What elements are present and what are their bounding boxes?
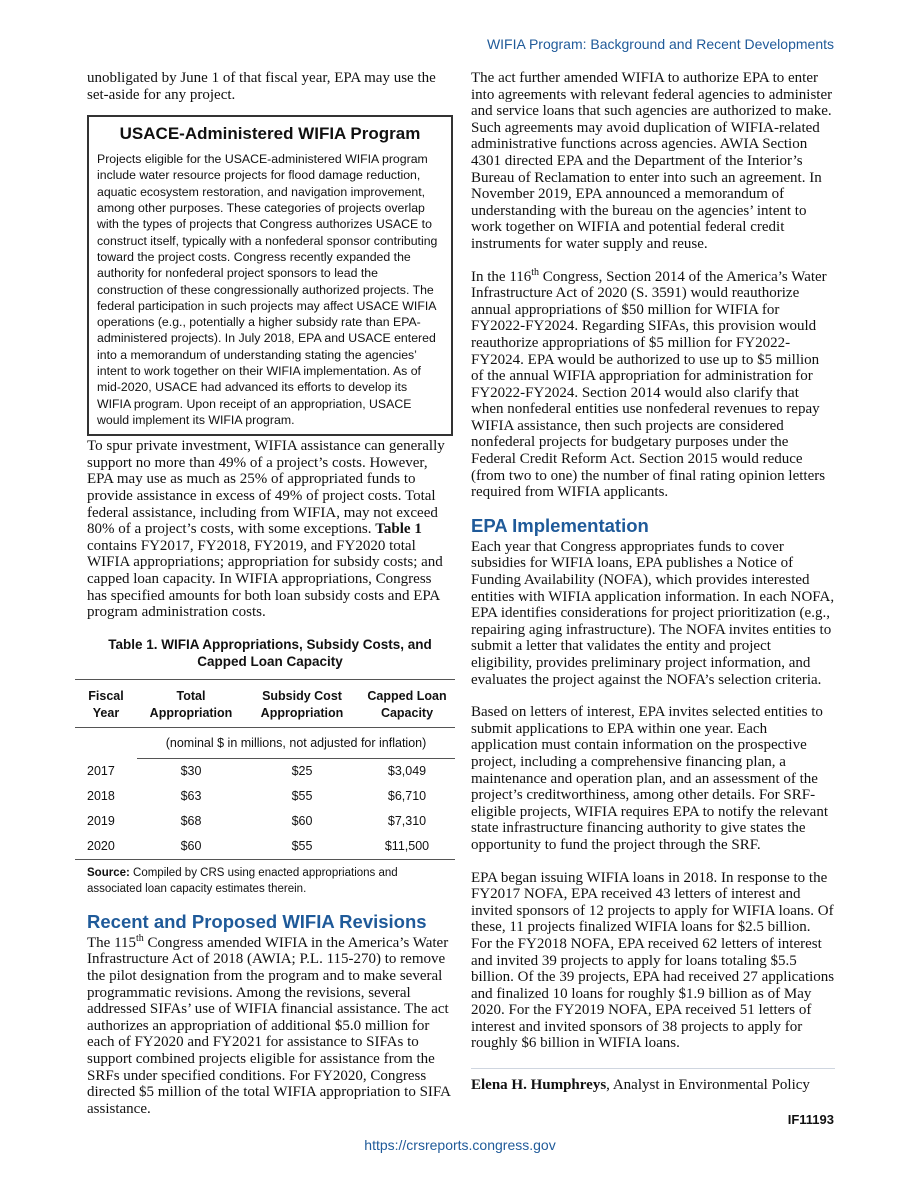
table-units-note: (nominal $ in millions, not adjusted for inflation) bbox=[137, 727, 455, 758]
table-row: 2017 $30 $25 $3,049 bbox=[87, 764, 427, 779]
signature-divider bbox=[471, 1068, 835, 1069]
usace-box-text: Projects eligible for the USACE-administered WIFIA program include water resource projects for flood damage reduction, aquatic ecosystem restoration, and navigation improvement, among other purposes. These categories of projects overlap with the types of projects that Congress authorizes USACE to construct itself, typically with a nonfederal sponsor contributing toward the project costs. Congress recently expanded the authority for nonfederal project sponsors to lead the construction of these congressionally authorized projects. The federal participation in such projects may affect USACE WIFIA operations (e.g., potentially a higher subsidy rate than EPA-administered projects). In July 2018, EPA and USACE entered into a memorandum of understanding stating the agencies’ intent to work together on their WIFIA implementation. As of mid-2020, USACE had advanced its efforts to develop its WIFIA program. Upon receipt of an appropriation, USACE would implement its WIFIA program. bbox=[97, 152, 438, 427]
running-header: WIFIA Program: Background and Recent Developments bbox=[486, 36, 834, 52]
appropriations-table bbox=[75, 679, 455, 860]
document-id: IF11193 bbox=[787, 1112, 834, 1127]
congress-116-paragraph: In the 116th Congress, Section 2014 of the America’s Water Infrastructure Act of 2020 (S. 3591) would reauthorize annual appropriations of $50 million for WIFIA for FY2022-FY2024. Regarding SIFAs, this provision would reauthorize appropriations of $5 million for FY2022-FY2024. EPA would be authorized to use up to $5 million of the annual WIFIA appropriation for administration for FY2022-FY2024. Section 2014 would also clarify that when nonfederal entities use nonfederal revenues to repay WIFIA assistance, then such projects are considered nonfederal projects for budgetary purposes under the Federal Credit Reform Act. Section 2015 would reduce (from two to one) the number of final rating opinion letters required from WIFIA applicants. bbox=[471, 266, 827, 501]
assistance-paragraph: To spur private investment, WIFIA assistance can generally support no more than 49% of a project’s costs. However, EPA may use as much as 25% of appropriated funds to provide assistance in excess of 49% of project costs. Total federal assistance, including from WIFIA, may not exceed 80% of a project’s costs, with some exceptions. Table 1 contains FY2017, FY2018, FY2019, and FY2020 total WIFIA appropriations; appropriation for subsidy costs; and capped loan capacity. In WIFIA appropriations, Congress has specified amounts for both loan subsidy costs and EPA program administration costs. bbox=[87, 438, 445, 621]
table-caption: Table 1. WIFIA Appropriations, Subsidy Costs, and Capped Loan Capacity bbox=[108, 636, 432, 669]
col-header-fiscal-year: Fiscal Year bbox=[75, 679, 137, 727]
table-row: 2018 $63 $55 $6,710 bbox=[87, 789, 427, 804]
usace-box-title: USACE-Administered WIFIA Program bbox=[119, 124, 421, 144]
loans-paragraph: EPA began issuing WIFIA loans in 2018. In response to the FY2017 NOFA, EPA received 43 letters of interest and invited sponsors of 12 projects to apply for WIFIA loans. Of these, 11 projects finalized WIFIA loans for $2.5 billion. For the FY2018 NOFA, EPA received 62 letters of interest and invited 39 projects to apply for loans totaling $5.5 billion. Of the 39 projects, EPA had received 27 applications and finalized 10 loans for roughly $1.9 billion as of May 2020. For the FY2019 NOFA, EPA received 51 letters of interest and invited sponsors of 38 projects to apply for roughly $6 billion in WIFIA loans. bbox=[471, 869, 835, 1052]
author-signature: Elena H. Humphreys, Analyst in Environmental Policy bbox=[471, 1077, 810, 1094]
col-header-subsidy-cost: Subsidy Cost Appropriation bbox=[245, 679, 359, 727]
table-row: 2020 $60 $55 $11,500 bbox=[75, 834, 455, 860]
table-row: 2019 $68 $60 $7,310 bbox=[87, 814, 427, 829]
footer-url-link[interactable]: https://crsreports.congress.gov bbox=[364, 1137, 556, 1153]
section-heading-revisions: Recent and Proposed WIFIA Revisions bbox=[87, 910, 427, 932]
applications-paragraph: Based on letters of interest, EPA invites selected entities to submit applications to EPA within one year. Each application must contain information on the prospective project, including a comprehensive financing plan, a maintenance and operation plan, and an assessment of the project’s creditworthiness, among other details. For SRF-eligible projects, WIFIA requires EPA to notify the relevant state infrastructure financing authority to give states the opportunity to fund the project through the SRF. bbox=[471, 704, 829, 853]
left-column bbox=[87, 70, 453, 1117]
col-header-capped-loan: Capped Loan Capacity bbox=[359, 679, 455, 727]
intro-paragraph: unobligated by June 1 of that fiscal year, EPA may use the set-aside for any project. bbox=[87, 70, 436, 103]
table-source: Source: Compiled by CRS using enacted appropriations and associated loan capacity estimates therein. bbox=[87, 866, 398, 895]
right-column bbox=[471, 70, 835, 1094]
table-reference-link[interactable]: Table 1 bbox=[375, 521, 422, 538]
author-name: Elena H. Humphreys bbox=[471, 1077, 607, 1094]
revisions-paragraph: The 115th Congress amended WIFIA in the America’s Water Infrastructure Act of 2018 (AWIA; P.L. 115-270) to remove the pilot designation from the program and to make several programmatic revisions. Among the revisions, several addressed SIFAs’ use of WIFIA financial assistance. The act authorizes an appropriation of additional $5.0 million for each of FY2020 and FY2021 for assistance to SIFAs to support combined projects eligible for assistance from the SRFs under specified conditions. For FY2020, Congress directed $5 million of the total WIFIA appropriation to SIFA assistance. bbox=[87, 932, 451, 1117]
col-header-total-appropriation: Total Appropriation bbox=[137, 679, 245, 727]
nofa-paragraph: Each year that Congress appropriates funds to cover subsidies for WIFIA loans, EPA publishes a Notice of Funding Availability (NOFA), which provides interested entities with WIFIA application information. In each NOFA, EPA identifies considerations for project prioritization (e.g., repairing aging infrastructure). The NOFA invites entities to submit a letter that validates the entity and project eligibility, provides preliminary project information, and evaluates the project against the NOFA’s selection criteria. bbox=[471, 538, 835, 688]
agreements-paragraph: The act further amended WIFIA to authorize EPA to enter into agreements with relevant federal agencies to administer and service loans that such agencies are authorized to make. Such agreements may avoid duplication of WIFIA-related administrative functions across agencies. AWIA Section 4301 directed EPA and the Department of the Interior’s Bureau of Reclamation to enter into such an agreement. In November 2019, EPA announced a memorandum of understanding with the bureau on the agencies’ intent to work together on WIFIA and potential federal credit instruments for water supply and reuse. bbox=[471, 70, 833, 252]
usace-sidebar-box bbox=[87, 115, 453, 436]
section-heading-epa-implementation: EPA Implementation bbox=[471, 514, 649, 536]
